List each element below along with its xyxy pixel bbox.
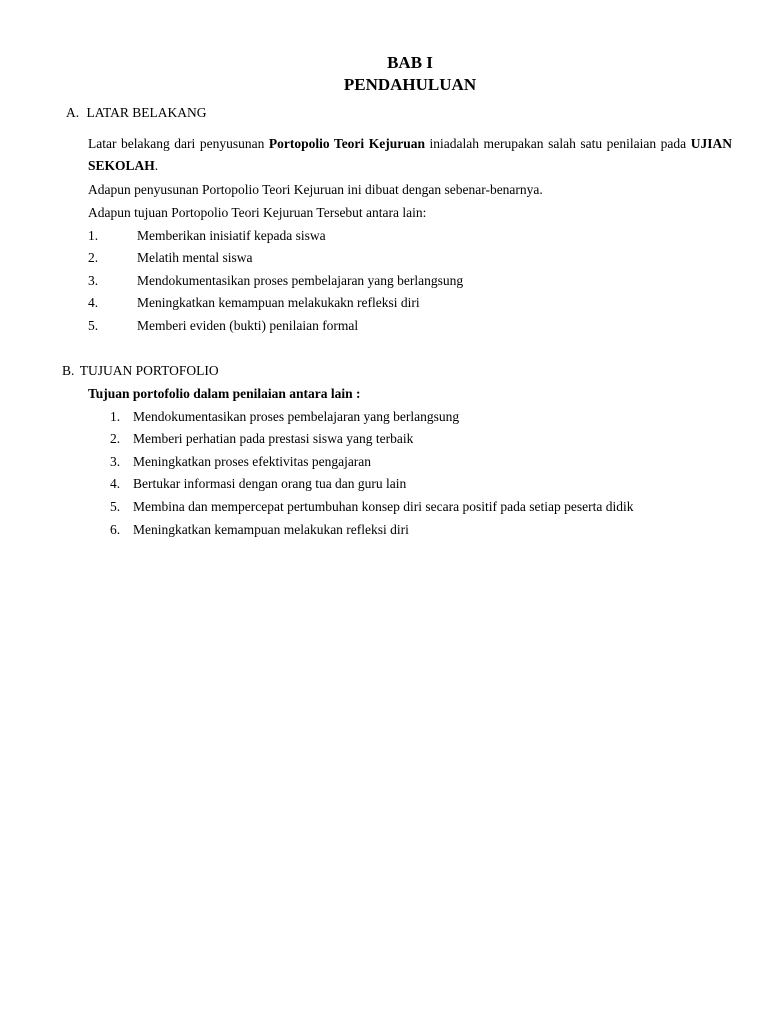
- list-a-number: 1.: [88, 228, 99, 243]
- list-a-number: 4.: [88, 295, 99, 310]
- list-b-item: Meningkatkan kemampuan melakukan refleksi diri: [133, 522, 409, 537]
- section-b-title: TUJUAN PORTOFOLIO: [79, 363, 219, 378]
- list-b-number: 3.: [110, 454, 121, 469]
- section-a-line-3: Adapun tujuan Portopolio Teori Kejuruan Tersebut antara lain:: [88, 205, 427, 220]
- list-b-number: 5.: [110, 499, 121, 514]
- list-b-number: 2.: [110, 431, 121, 446]
- para-text-2: iniadalah merupakan salah satu penilaian pada: [424, 136, 691, 151]
- para-bold-2: UJIAN SEKOLAH: [88, 136, 732, 173]
- para-text-1: Latar belakang dari penyusunan: [88, 136, 269, 151]
- list-b-item: Membina dan mempercepat pertumbuhan konsep diri secara positif pada setiap peserta didik: [133, 499, 634, 514]
- chapter-number: BAB I: [387, 53, 433, 72]
- list-b-item: Mendokumentasikan proses pembelajaran yang berlangsung: [133, 409, 460, 424]
- list-a-number: 3.: [88, 273, 99, 288]
- section-b-subheading: Tujuan portofolio dalam penilaian antara lain :: [88, 386, 361, 401]
- chapter-title: PENDAHULUAN: [343, 75, 477, 94]
- list-b-number: 1.: [110, 409, 121, 424]
- section-a-marker: A.: [66, 105, 80, 120]
- list-a-number: 5.: [88, 318, 99, 333]
- section-b-marker: B.: [62, 363, 75, 378]
- list-a-number: 2.: [88, 250, 99, 265]
- list-b-item: Bertukar informasi dengan orang tua dan guru lain: [133, 476, 407, 491]
- para-bold-1: Portopolio Teori Kejuruan: [268, 136, 425, 151]
- list-a-item: Melatih mental siswa: [137, 250, 253, 265]
- section-a-heading: [66, 104, 207, 122]
- para-text-3: .: [154, 158, 159, 173]
- list-a-item: Memberi eviden (bukti) penilaian formal: [137, 318, 359, 333]
- list-a-item: Meningkatkan kemampuan melakukakn refleksi diri: [137, 295, 420, 310]
- list-b-item: Meningkatkan proses efektivitas pengajaran: [133, 454, 372, 469]
- list-b-number: 4.: [110, 476, 121, 491]
- list-b-number: 6.: [110, 522, 121, 537]
- list-b-item: Memberi perhatian pada prestasi siswa yang terbaik: [133, 431, 414, 446]
- section-a-title: LATAR BELAKANG: [86, 105, 207, 120]
- list-a-item: Memberikan inisiatif kepada siswa: [137, 228, 326, 243]
- section-b-heading: [62, 362, 219, 380]
- list-a-item: Mendokumentasikan proses pembelajaran yang berlangsung: [137, 273, 464, 288]
- section-a-line-2: Adapun penyusunan Portopolio Teori Kejuruan ini dibuat dengan sebenar-benarnya.: [88, 182, 543, 197]
- section-a-paragraph: [88, 133, 732, 177]
